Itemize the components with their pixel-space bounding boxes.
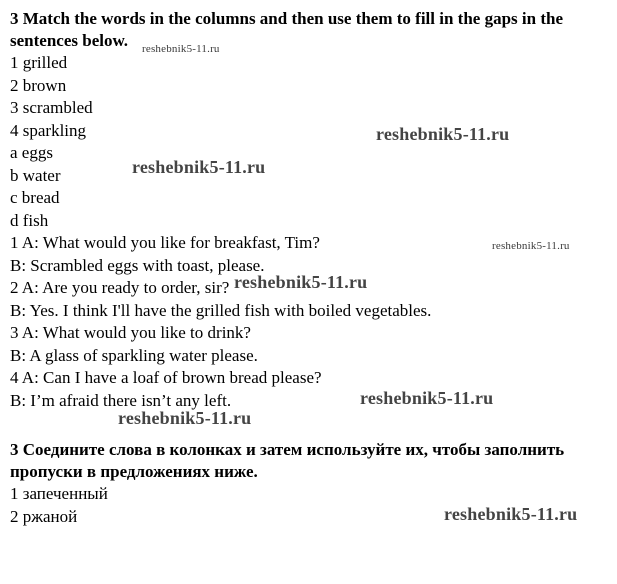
watermark-text: reshebnik5-11.ru — [132, 157, 266, 177]
section-spacer — [10, 412, 610, 439]
watermark-text: reshebnik5-11.ru — [142, 43, 220, 55]
watermark-text: reshebnik5-11.ru — [360, 388, 494, 408]
watermark-text: reshebnik5-11.ru — [492, 240, 570, 252]
word-item: 1 grilled — [10, 53, 68, 72]
word-item: 4 sparkling — [10, 120, 87, 140]
watermark-text: reshebnik5-11.ru — [444, 504, 578, 524]
sentence-line: B: Yes. I think I'll have the grilled fish with boiled vegetables. — [10, 300, 432, 320]
exercise-heading-ru: 3 Соедините слова в колонках и затем используйте их, чтобы заполнить пропуски в предложениях ниже. — [10, 440, 565, 481]
exercise-heading-en: 3 Match the words in the columns and then use them to fill in the gaps in the sentences below. — [10, 9, 564, 50]
watermark-text: reshebnik5-11.ru — [234, 272, 368, 292]
sentence-line: 2 A: Are you ready to order, sir? — [10, 278, 230, 297]
sentence-line: 4 A: Can I have a loaf of brown bread please? — [10, 368, 322, 387]
word-item: 2 brown — [10, 75, 67, 95]
word-column-2 — [10, 142, 610, 232]
word-item: a eggs — [10, 143, 53, 162]
word-item: 3 scrambled — [10, 98, 93, 117]
sentence-line: B: Scrambled eggs with toast, please. — [10, 255, 265, 275]
watermark-text: reshebnik5-11.ru — [118, 408, 252, 428]
word-item: d fish — [10, 210, 49, 230]
dialogue-sentences — [10, 232, 610, 412]
sentence-line: 3 A: What would you like to drink? — [10, 323, 251, 342]
word-item-ru: 2 ржаной — [10, 506, 78, 526]
sentence-line: B: I’m afraid there isn’t any left. — [10, 390, 232, 410]
word-item-ru: 1 запеченный — [10, 484, 108, 503]
sentence-line: B: A glass of sparkling water please. — [10, 345, 258, 365]
word-column-1 — [10, 52, 610, 142]
word-item: c bread — [10, 188, 60, 207]
word-item: b water — [10, 165, 61, 185]
sentence-line: 1 A: What would you like for breakfast, Tim? — [10, 233, 320, 252]
watermark-text: reshebnik5-11.ru — [376, 124, 510, 144]
exercise-document — [10, 8, 610, 528]
